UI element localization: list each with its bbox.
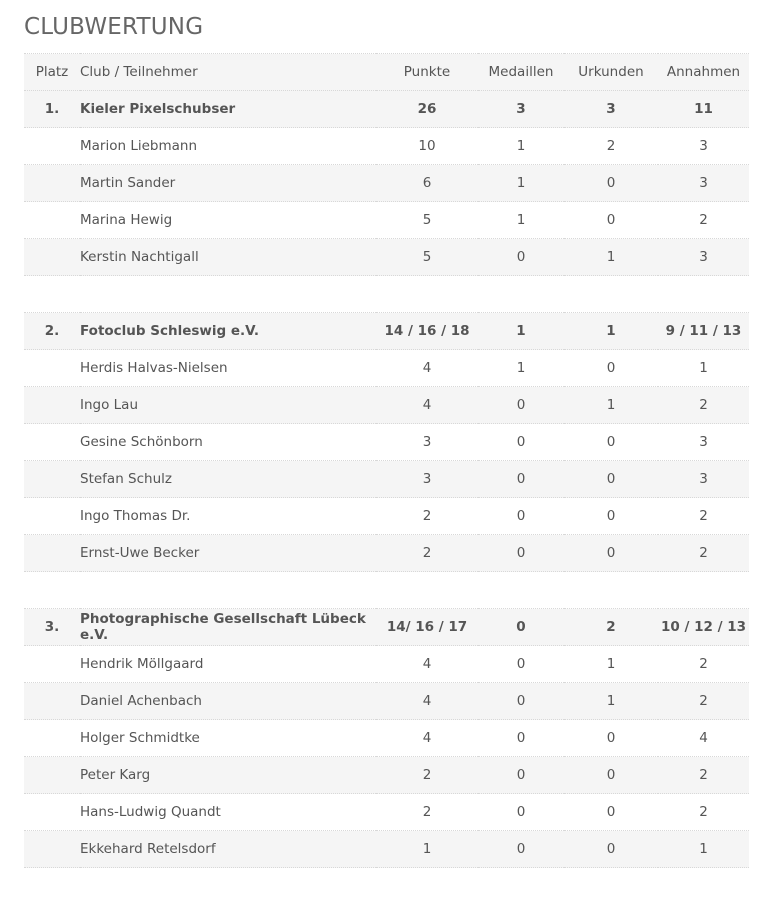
member-rank-empty <box>24 794 80 831</box>
member-urkunden: 1 <box>564 683 658 720</box>
separator-cell <box>24 868 749 904</box>
member-name: Gesine Schönborn <box>80 424 376 461</box>
member-urkunden: 0 <box>564 461 658 498</box>
member-name: Ernst-Uwe Becker <box>80 535 376 572</box>
member-annahmen: 2 <box>658 683 749 720</box>
member-medaillen: 0 <box>478 239 564 276</box>
member-urkunden: 0 <box>564 757 658 794</box>
member-urkunden: 0 <box>564 535 658 572</box>
member-urkunden: 0 <box>564 498 658 535</box>
member-rank-empty <box>24 498 80 535</box>
member-row <box>24 350 749 387</box>
member-name: Peter Karg <box>80 757 376 794</box>
member-punkte: 4 <box>376 720 478 757</box>
member-urkunden: 0 <box>564 424 658 461</box>
member-medaillen: 0 <box>478 720 564 757</box>
member-punkte: 3 <box>376 461 478 498</box>
member-name: Hans-Ludwig Quandt <box>80 794 376 831</box>
club-name: Photographische Gesellschaft Lübeck e.V. <box>80 609 376 646</box>
member-name: Stefan Schulz <box>80 461 376 498</box>
header-medaillen: Medaillen <box>478 54 564 91</box>
member-urkunden: 1 <box>564 239 658 276</box>
club-medaillen: 0 <box>478 609 564 646</box>
member-name: Herdis Halvas-Nielsen <box>80 350 376 387</box>
club-rank: 1. <box>24 91 80 128</box>
member-name: Ingo Thomas Dr. <box>80 498 376 535</box>
member-punkte: 10 <box>376 128 478 165</box>
member-row <box>24 757 749 794</box>
member-medaillen: 0 <box>478 535 564 572</box>
club-annahmen: 11 <box>658 91 749 128</box>
member-annahmen: 3 <box>658 239 749 276</box>
member-name: Martin Sander <box>80 165 376 202</box>
member-rank-empty <box>24 424 80 461</box>
page-title: CLUBWERTUNG <box>24 14 203 40</box>
member-row <box>24 794 749 831</box>
member-medaillen: 0 <box>478 683 564 720</box>
member-punkte: 4 <box>376 387 478 424</box>
member-row <box>24 720 749 757</box>
member-name: Marion Liebmann <box>80 128 376 165</box>
member-annahmen: 3 <box>658 424 749 461</box>
member-medaillen: 1 <box>478 165 564 202</box>
member-row <box>24 461 749 498</box>
member-row <box>24 387 749 424</box>
club-name: Kieler Pixelschubser <box>80 91 376 128</box>
member-row <box>24 165 749 202</box>
member-rank-empty <box>24 128 80 165</box>
club-punkte: 14/ 16 / 17 <box>376 609 478 646</box>
table-body <box>24 91 749 904</box>
member-medaillen: 0 <box>478 424 564 461</box>
member-urkunden: 0 <box>564 720 658 757</box>
member-medaillen: 0 <box>478 646 564 683</box>
club-punkte: 26 <box>376 91 478 128</box>
club-row <box>24 609 749 646</box>
member-punkte: 3 <box>376 424 478 461</box>
header-punkte: Punkte <box>376 54 478 91</box>
member-annahmen: 3 <box>658 128 749 165</box>
member-row <box>24 202 749 239</box>
member-annahmen: 3 <box>658 461 749 498</box>
member-punkte: 2 <box>376 794 478 831</box>
member-row <box>24 498 749 535</box>
member-punkte: 4 <box>376 683 478 720</box>
member-rank-empty <box>24 535 80 572</box>
club-rank: 3. <box>24 609 80 646</box>
club-ranking-table <box>24 53 749 904</box>
member-annahmen: 1 <box>658 350 749 387</box>
header-urkunden: Urkunden <box>564 54 658 91</box>
member-rank-empty <box>24 683 80 720</box>
club-separator-row <box>24 572 749 609</box>
member-urkunden: 1 <box>564 646 658 683</box>
member-annahmen: 2 <box>658 498 749 535</box>
member-rank-empty <box>24 461 80 498</box>
member-urkunden: 2 <box>564 128 658 165</box>
member-rank-empty <box>24 720 80 757</box>
club-urkunden: 3 <box>564 91 658 128</box>
header-platz: Platz <box>24 54 80 91</box>
separator-cell <box>24 572 749 609</box>
member-punkte: 6 <box>376 165 478 202</box>
club-medaillen: 1 <box>478 313 564 350</box>
member-medaillen: 0 <box>478 461 564 498</box>
member-urkunden: 0 <box>564 831 658 868</box>
member-annahmen: 2 <box>658 387 749 424</box>
member-urkunden: 0 <box>564 794 658 831</box>
member-punkte: 2 <box>376 757 478 794</box>
member-medaillen: 0 <box>478 831 564 868</box>
member-medaillen: 0 <box>478 498 564 535</box>
member-rank-empty <box>24 757 80 794</box>
member-punkte: 5 <box>376 239 478 276</box>
header-club: Club / Teilnehmer <box>80 54 376 91</box>
member-row <box>24 535 749 572</box>
member-annahmen: 4 <box>658 720 749 757</box>
member-punkte: 5 <box>376 202 478 239</box>
member-rank-empty <box>24 387 80 424</box>
member-name: Marina Hewig <box>80 202 376 239</box>
member-urkunden: 0 <box>564 165 658 202</box>
member-punkte: 4 <box>376 350 478 387</box>
member-punkte: 4 <box>376 646 478 683</box>
member-medaillen: 1 <box>478 202 564 239</box>
table-header-row <box>24 54 749 91</box>
member-rank-empty <box>24 239 80 276</box>
member-row <box>24 683 749 720</box>
member-name: Ingo Lau <box>80 387 376 424</box>
club-urkunden: 2 <box>564 609 658 646</box>
club-medaillen: 3 <box>478 91 564 128</box>
member-rank-empty <box>24 165 80 202</box>
member-medaillen: 1 <box>478 350 564 387</box>
member-medaillen: 0 <box>478 794 564 831</box>
member-annahmen: 3 <box>658 165 749 202</box>
member-row <box>24 831 749 868</box>
club-urkunden: 1 <box>564 313 658 350</box>
header-annahmen: Annahmen <box>658 54 749 91</box>
club-separator-row <box>24 276 749 313</box>
member-rank-empty <box>24 350 80 387</box>
member-punkte: 2 <box>376 498 478 535</box>
club-row <box>24 313 749 350</box>
member-punkte: 1 <box>376 831 478 868</box>
club-annahmen: 10 / 12 / 13 <box>658 609 749 646</box>
member-annahmen: 1 <box>658 831 749 868</box>
member-rank-empty <box>24 831 80 868</box>
member-name: Hendrik Möllgaard <box>80 646 376 683</box>
member-name: Daniel Achenbach <box>80 683 376 720</box>
member-urkunden: 0 <box>564 350 658 387</box>
member-row <box>24 646 749 683</box>
member-annahmen: 2 <box>658 794 749 831</box>
member-medaillen: 0 <box>478 387 564 424</box>
club-rank: 2. <box>24 313 80 350</box>
member-annahmen: 2 <box>658 202 749 239</box>
member-medaillen: 1 <box>478 128 564 165</box>
member-name: Ekkehard Retelsdorf <box>80 831 376 868</box>
member-urkunden: 1 <box>564 387 658 424</box>
separator-cell <box>24 276 749 313</box>
member-row <box>24 128 749 165</box>
club-separator-row <box>24 868 749 904</box>
member-name: Kerstin Nachtigall <box>80 239 376 276</box>
member-name: Holger Schmidtke <box>80 720 376 757</box>
member-medaillen: 0 <box>478 757 564 794</box>
club-name: Fotoclub Schleswig e.V. <box>80 313 376 350</box>
member-row <box>24 424 749 461</box>
member-annahmen: 2 <box>658 757 749 794</box>
member-rank-empty <box>24 646 80 683</box>
club-annahmen: 9 / 11 / 13 <box>658 313 749 350</box>
member-punkte: 2 <box>376 535 478 572</box>
member-rank-empty <box>24 202 80 239</box>
club-row <box>24 91 749 128</box>
member-annahmen: 2 <box>658 535 749 572</box>
member-annahmen: 2 <box>658 646 749 683</box>
member-urkunden: 0 <box>564 202 658 239</box>
member-row <box>24 239 749 276</box>
club-punkte: 14 / 16 / 18 <box>376 313 478 350</box>
